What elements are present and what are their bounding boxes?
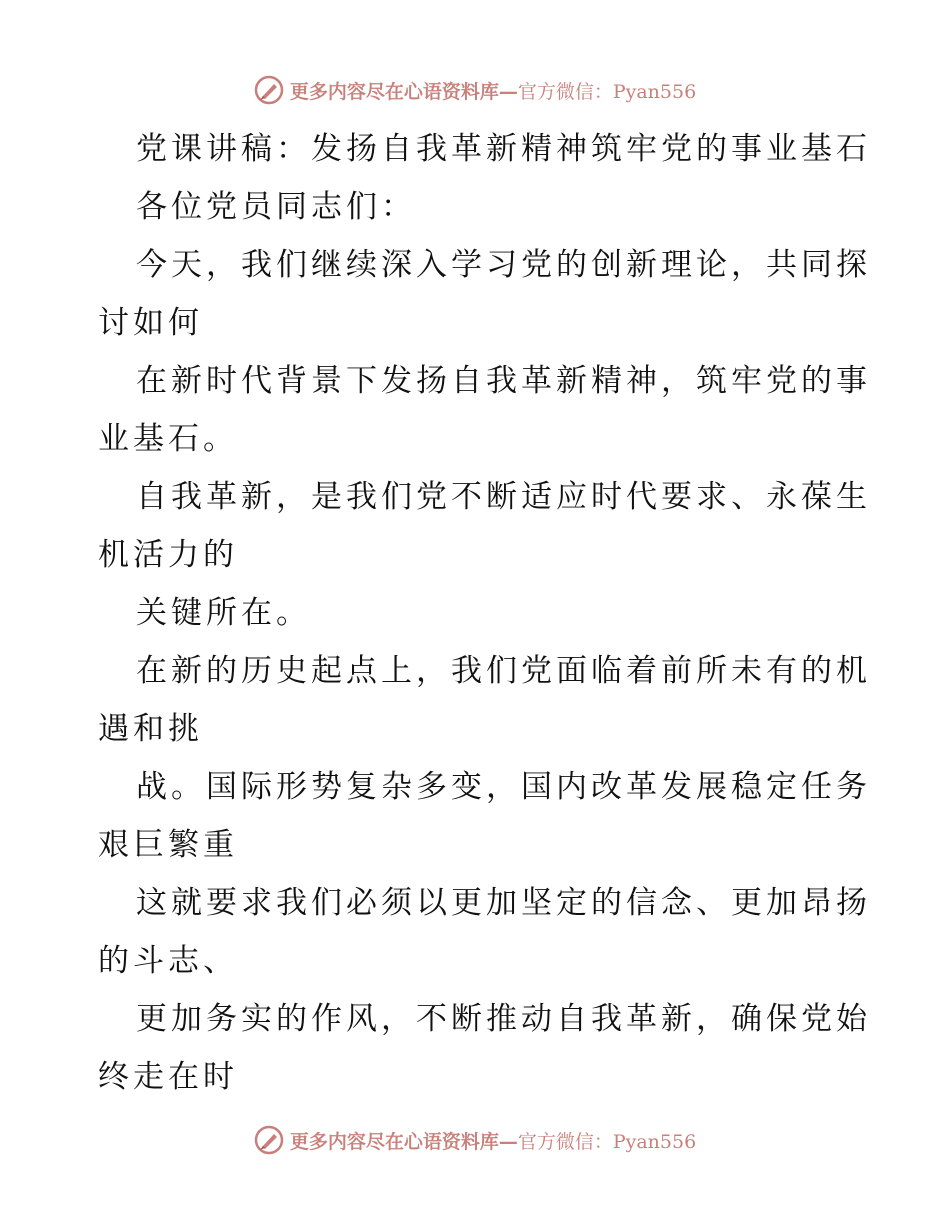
paragraph-line: 关键所在。 [136, 595, 311, 631]
paragraph-line: 自我革新，是我们党不断适应时代要求、永葆生 [136, 479, 871, 515]
paragraph-line: 今天，我们继续深入学习党的创新理论，共同探 [136, 247, 871, 283]
watermark-header [0, 70, 950, 110]
paragraph-line: 业基石。 [98, 421, 238, 457]
paragraph-line: 艰巨繁重 [98, 827, 238, 863]
watermark-text: 更多内容尽在心语资料库—官方微信：Pyan556 [289, 1130, 697, 1153]
salutation: 各位党员同志们： [136, 189, 416, 225]
paragraph-line: 的斗志、 [98, 943, 238, 979]
paragraph-line: 遇和挑 [98, 711, 203, 747]
document-body [98, 120, 871, 1106]
document-title: 党课讲稿：发扬自我革新精神筑牢党的事业基石 [136, 131, 871, 167]
quill-pen-logo-icon [254, 75, 284, 105]
paragraph-line: 更加务实的作风，不断推动自我革新，确保党始 [136, 1001, 871, 1037]
paragraph-line: 终走在时 [98, 1059, 238, 1095]
watermark-text: 更多内容尽在心语资料库—官方微信：Pyan556 [289, 80, 697, 103]
paragraph-line: 在新时代背景下发扬自我革新精神，筑牢党的事 [136, 363, 871, 399]
quill-pen-logo-icon [254, 1125, 284, 1155]
paragraph-line: 这就要求我们必须以更加坚定的信念、更加昂扬 [136, 885, 871, 921]
paragraph-line: 战。国际形势复杂多变，国内改革发展稳定任务 [136, 769, 871, 805]
watermark-footer [0, 1120, 950, 1160]
paragraph-line: 讨如何 [98, 305, 203, 341]
paragraph-line: 在新的历史起点上，我们党面临着前所未有的机 [136, 653, 871, 689]
paragraph-line: 机活力的 [98, 537, 238, 573]
